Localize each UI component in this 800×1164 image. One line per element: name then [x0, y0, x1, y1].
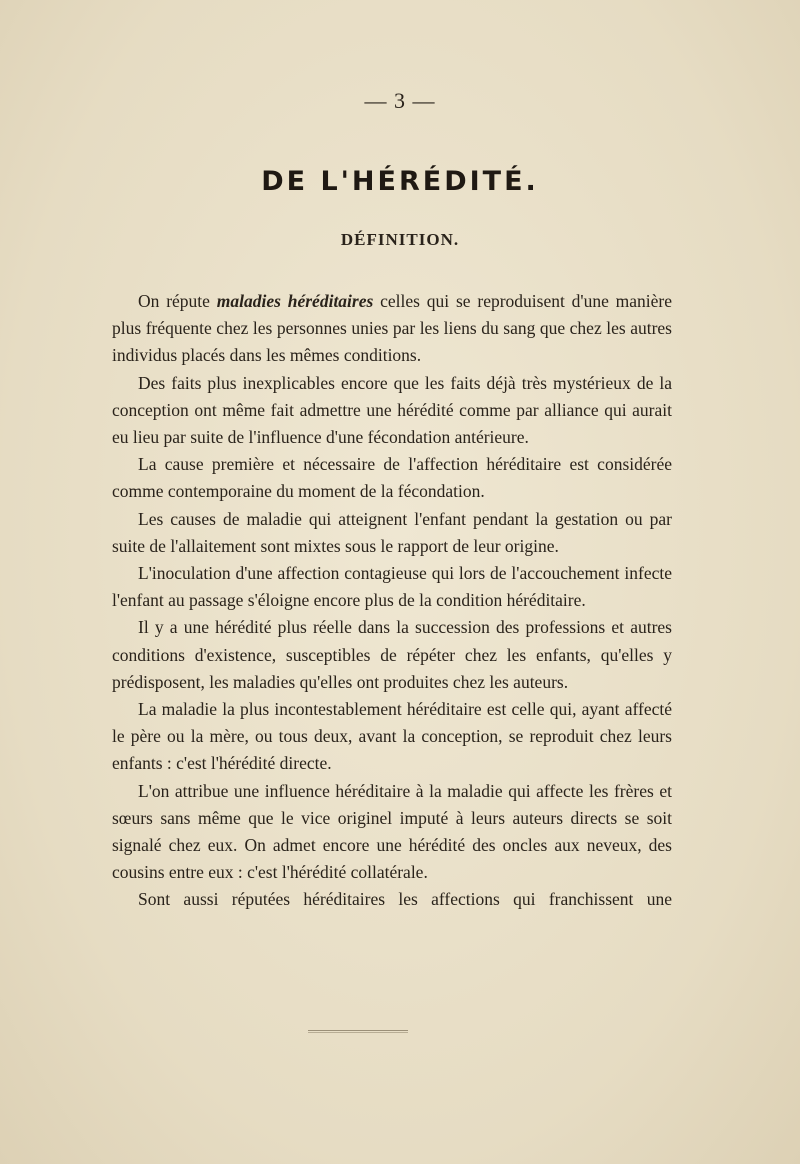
page-number: — 3 — [364, 88, 436, 113]
footer-rule [308, 1030, 408, 1033]
paragraph-5: L'inoculation d'une affection contagieuse qui lors de l'accouchement infecte l'enfant au passage s'éloigne encore plus de la condition héréditaire. [112, 563, 672, 611]
paragraph-3: La cause première et nécessaire de l'affection héréditaire est considérée comme contemporaine du moment de la fécondation. [112, 454, 672, 502]
page-title: DE L'HÉRÉDITÉ. [261, 166, 539, 197]
paragraph-6: Il y a une hérédité plus réelle dans la succession des professions et autres conditions d'existence, susceptibles de répéter chez les enfants, qu'elles y prédisposent, les maladies qu'elles ont produites chez les auteurs. [112, 617, 672, 692]
paragraph-1 [112, 288, 672, 370]
paragraph-1-rest: celles qui se reproduisent d'une manière plus fréquente chez les personnes unies par les liens du sang que chez les autres individus placés dans les mêmes conditions. [112, 291, 673, 366]
paragraph-7: La maladie la plus incontestablement héréditaire est celle qui, ayant affecté le père ou la mère, ou tous deux, avant la conception, se reproduit chez leurs enfants : c'est l'hérédité directe. [112, 699, 672, 774]
paragraph-8: L'on attribue une influence héréditaire à la maladie qui affecte les frères et sœurs sans même que le vice originel imputé à leurs auteurs directs se soit signalé chez eux. On admet encore une hérédité des oncles aux neveux, des cousins entre eux : c'est l'hérédité collatérale. [112, 780, 672, 883]
section-subtitle: DÉFINITION. [340, 230, 460, 249]
body-text [112, 288, 672, 914]
paragraph-2: Des faits plus inexplicables encore que les faits déjà très mystérieux de la conception ont même fait admettre une hérédité comme par alliance qui aurait eu lieu par suite de l'influence d'une fécondation antérieure. [112, 372, 672, 448]
paragraph-1-lead: On répute [138, 291, 217, 311]
paragraph-9: Sont aussi réputées héréditaires les affections qui franchissent une [138, 889, 672, 910]
paragraph-4: Les causes de maladie qui atteignent l'enfant pendant la gestation ou par suite de l'allaitement sont mixtes sous le rapport de leur origine. [112, 508, 672, 556]
paragraph-1-emphasis: maladies héréditaires [216, 291, 374, 311]
